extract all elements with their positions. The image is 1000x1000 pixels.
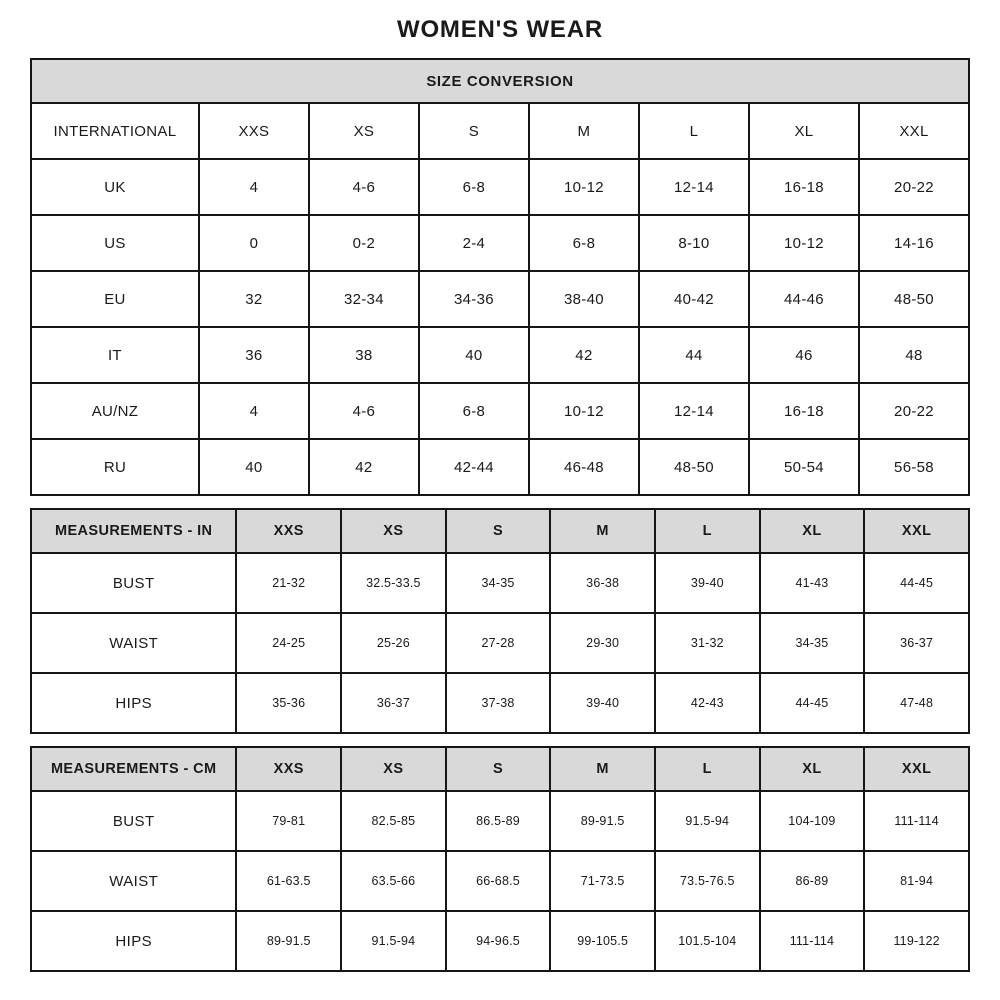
table-row	[31, 103, 969, 159]
cell-value: 86-89	[760, 851, 865, 911]
measurements-cm-table	[30, 746, 970, 972]
cell-value: 48	[859, 327, 969, 383]
cell-value: 89-91.5	[550, 791, 655, 851]
cell-value: S	[419, 103, 529, 159]
row-label: WAIST	[31, 613, 236, 673]
row-label: US	[31, 215, 199, 271]
cell-value: XXL	[859, 103, 969, 159]
cell-value: XXS	[199, 103, 309, 159]
size-column-header: XL	[760, 747, 865, 791]
size-column-header: S	[446, 509, 551, 553]
cell-value: 39-40	[655, 553, 760, 613]
cell-value: 42-43	[655, 673, 760, 733]
cell-value: 66-68.5	[446, 851, 551, 911]
row-label: WAIST	[31, 851, 236, 911]
cell-value: 44-46	[749, 271, 859, 327]
table-header-row	[31, 747, 969, 791]
cell-value: 6-8	[419, 159, 529, 215]
cell-value: 48-50	[859, 271, 969, 327]
cell-value: 34-35	[446, 553, 551, 613]
cell-value: 4	[199, 383, 309, 439]
cell-value: 111-114	[864, 791, 969, 851]
cell-value: 46	[749, 327, 859, 383]
size-column-header: XXS	[236, 509, 341, 553]
cell-value: 35-36	[236, 673, 341, 733]
row-label: HIPS	[31, 911, 236, 971]
cell-value: 8-10	[639, 215, 749, 271]
cell-value: 0	[199, 215, 309, 271]
cell-value: 32-34	[309, 271, 419, 327]
cell-value: 16-18	[749, 383, 859, 439]
cell-value: 38-40	[529, 271, 639, 327]
cell-value: 37-38	[446, 673, 551, 733]
cell-value: 24-25	[236, 613, 341, 673]
cell-value: 36-37	[864, 613, 969, 673]
measurements-in-table	[30, 508, 970, 734]
table-row	[31, 553, 969, 613]
size-column-header: XXL	[864, 509, 969, 553]
size-column-header: XL	[760, 509, 865, 553]
cell-value: 6-8	[419, 383, 529, 439]
cell-value: 31-32	[655, 613, 760, 673]
size-column-header: XXS	[236, 747, 341, 791]
cell-value: 61-63.5	[236, 851, 341, 911]
table-row	[31, 911, 969, 971]
cell-value: 10-12	[529, 159, 639, 215]
cell-value: XL	[749, 103, 859, 159]
cell-value: 44-45	[760, 673, 865, 733]
cell-value: 91.5-94	[341, 911, 446, 971]
cell-value: 14-16	[859, 215, 969, 271]
size-column-header: XS	[341, 509, 446, 553]
cell-value: 50-54	[749, 439, 859, 495]
cell-value: 39-40	[550, 673, 655, 733]
cell-value: 119-122	[864, 911, 969, 971]
cell-value: 34-35	[760, 613, 865, 673]
row-label: INTERNATIONAL	[31, 103, 199, 159]
cell-value: 42	[529, 327, 639, 383]
cell-value: 79-81	[236, 791, 341, 851]
cell-value: 44-45	[864, 553, 969, 613]
table-row	[31, 791, 969, 851]
row-label: BUST	[31, 553, 236, 613]
cell-value: 32.5-33.5	[341, 553, 446, 613]
table-header-row	[31, 509, 969, 553]
cell-value: 20-22	[859, 383, 969, 439]
cell-value: 4	[199, 159, 309, 215]
cell-value: 20-22	[859, 159, 969, 215]
cell-value: 21-32	[236, 553, 341, 613]
cell-value: 27-28	[446, 613, 551, 673]
cell-value: 4-6	[309, 159, 419, 215]
cell-value: 111-114	[760, 911, 865, 971]
cell-value: 89-91.5	[236, 911, 341, 971]
row-label: EU	[31, 271, 199, 327]
cell-value: 12-14	[639, 383, 749, 439]
size-column-header: S	[446, 747, 551, 791]
cell-value: 36-37	[341, 673, 446, 733]
cell-value: 56-58	[859, 439, 969, 495]
cell-value: 2-4	[419, 215, 529, 271]
cell-value: 38	[309, 327, 419, 383]
cell-value: 94-96.5	[446, 911, 551, 971]
cell-value: L	[639, 103, 749, 159]
cell-value: 40	[419, 327, 529, 383]
table-header-label: MEASUREMENTS - CM	[31, 747, 236, 791]
table-row	[31, 271, 969, 327]
table-row	[31, 851, 969, 911]
cell-value: 10-12	[529, 383, 639, 439]
cell-value: 10-12	[749, 215, 859, 271]
row-label: AU/NZ	[31, 383, 199, 439]
cell-value: 42-44	[419, 439, 529, 495]
row-label: UK	[31, 159, 199, 215]
size-conversion-table	[30, 58, 970, 496]
cell-value: 86.5-89	[446, 791, 551, 851]
cell-value: 48-50	[639, 439, 749, 495]
cell-value: 42	[309, 439, 419, 495]
cell-value: 46-48	[529, 439, 639, 495]
size-column-header: L	[655, 747, 760, 791]
cell-value: 6-8	[529, 215, 639, 271]
row-label: HIPS	[31, 673, 236, 733]
table-banner-row	[31, 59, 969, 103]
cell-value: 73.5-76.5	[655, 851, 760, 911]
table-row	[31, 159, 969, 215]
cell-value: 36-38	[550, 553, 655, 613]
row-label: RU	[31, 439, 199, 495]
size-column-header: M	[550, 747, 655, 791]
size-column-header: XS	[341, 747, 446, 791]
cell-value: 34-36	[419, 271, 529, 327]
page-title: WOMEN'S WEAR	[397, 16, 603, 43]
table-row	[31, 383, 969, 439]
cell-value: 44	[639, 327, 749, 383]
cell-value: 25-26	[341, 613, 446, 673]
cell-value: 0-2	[309, 215, 419, 271]
cell-value: 40	[199, 439, 309, 495]
cell-value: 91.5-94	[655, 791, 760, 851]
cell-value: M	[529, 103, 639, 159]
cell-value: 29-30	[550, 613, 655, 673]
table-row	[31, 327, 969, 383]
cell-value: 4-6	[309, 383, 419, 439]
table-row	[31, 215, 969, 271]
cell-value: 81-94	[864, 851, 969, 911]
cell-value: 32	[199, 271, 309, 327]
size-column-header: M	[550, 509, 655, 553]
cell-value: XS	[309, 103, 419, 159]
cell-value: 82.5-85	[341, 791, 446, 851]
cell-value: 36	[199, 327, 309, 383]
table-row	[31, 673, 969, 733]
cell-value: 12-14	[639, 159, 749, 215]
cell-value: 99-105.5	[550, 911, 655, 971]
table-row	[31, 613, 969, 673]
size-column-header: L	[655, 509, 760, 553]
cell-value: 40-42	[639, 271, 749, 327]
cell-value: 104-109	[760, 791, 865, 851]
size-column-header: XXL	[864, 747, 969, 791]
row-label: IT	[31, 327, 199, 383]
cell-value: 47-48	[864, 673, 969, 733]
table-banner: SIZE CONVERSION	[31, 59, 969, 103]
cell-value: 101.5-104	[655, 911, 760, 971]
cell-value: 63.5-66	[341, 851, 446, 911]
row-label: BUST	[31, 791, 236, 851]
cell-value: 16-18	[749, 159, 859, 215]
cell-value: 71-73.5	[550, 851, 655, 911]
table-row	[31, 439, 969, 495]
table-header-label: MEASUREMENTS - IN	[31, 509, 236, 553]
cell-value: 41-43	[760, 553, 865, 613]
